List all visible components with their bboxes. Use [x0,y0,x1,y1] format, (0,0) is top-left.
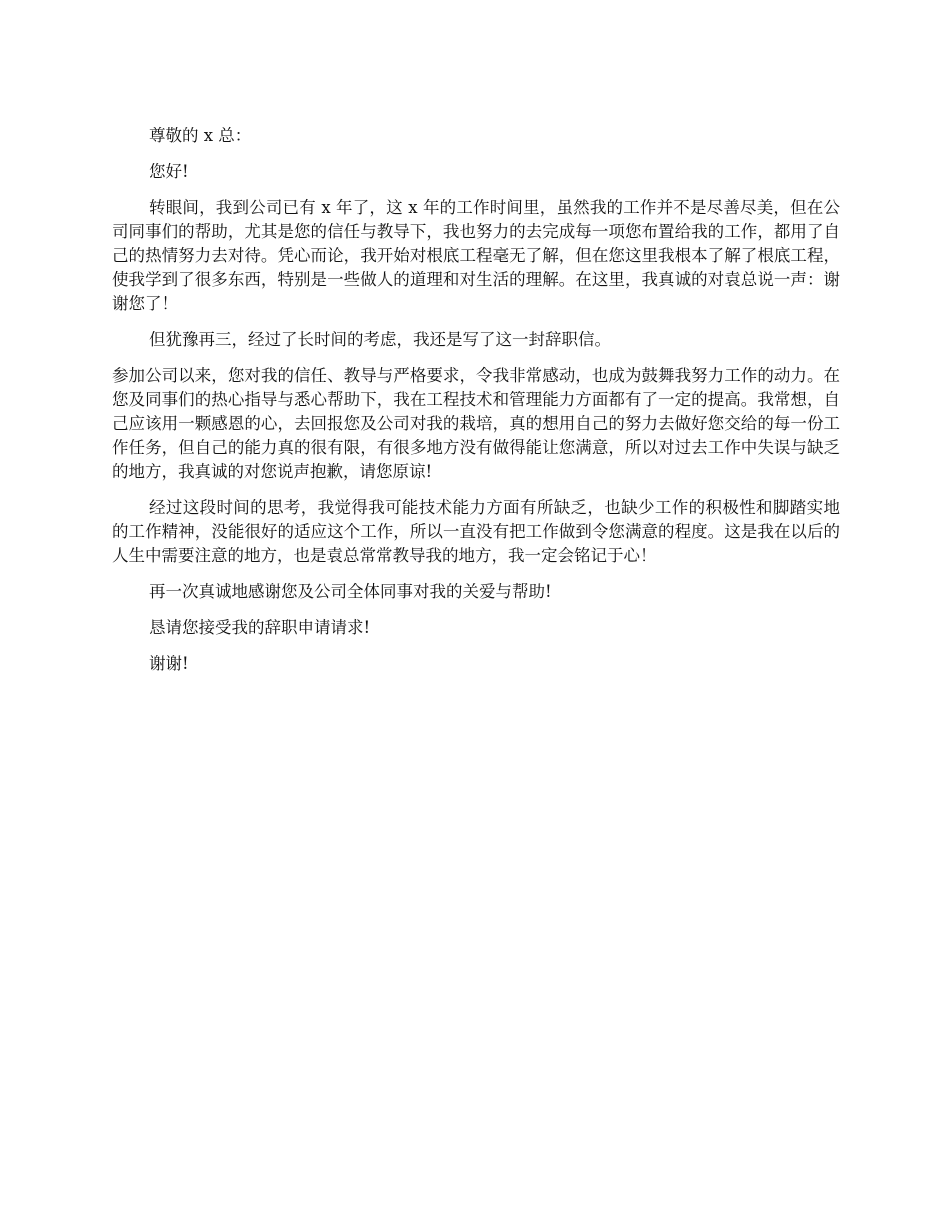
paragraph-decision: 但犹豫再三，经过了长时间的考虑，我还是写了这一封辞职信。 [149,330,611,349]
greeting: 您好! [149,162,189,181]
salutation: 尊敬的 x 总： [149,126,252,145]
closing: 谢谢! [149,654,189,673]
paragraph-thanks: 再一次真诚地感谢您及公司全体同事对我的关爱与帮助! [149,582,552,601]
letter-body [112,124,840,688]
paragraph-self-assessment: 经过这段时间的思考，我觉得我可能技术能力方面有所缺乏，也缺少工作的积极性和脚踏实地的工作精神，没能很好的适应这个工作，所以一直没有把工作做到令您满意的程度。这是我在以后的人生中需要注意的地方，也是袁总常常教导我的地方，我一定会铭记于心！ [112,498,840,565]
paragraph-gratitude: 转眼间，我到公司已有 x 年了，这 x 年的工作时间里，虽然我的工作并不是尽善尽美，但在公司同事们的帮助，尤其是您的信任与教导下，我也努力的去完成每一项您布置给我的工作，都用了自己的热情努力去对待。凭心而论，我开始对根底工程毫无了解，但在您这里我根本了解了根底工程，使我学到了很多东西，特别是一些做人的道理和对生活的理解。在这里，我真诚的对袁总说一声：谢谢您了！ [112,198,840,313]
paragraph-reflection: 参加公司以来，您对我的信任、教导与严格要求，令我非常感动，也成为鼓舞我努力工作的动力。在您及同事们的热心指导与悉心帮助下，我在工程技术和管理能力方面都有了一定的提高。我常想，自己应该用一颗感恩的心，去回报您及公司对我的栽培，真的想用自己的努力去做好您交给的每一份工作任务，但自己的能力真的很有限，有很多地方没有做得能让您满意，所以对过去工作中失误与缺乏的地方，我真诚的对您说声抱歉，请您原谅! [112,366,840,481]
paragraph-request: 恳请您接受我的辞职申请请求! [149,618,371,637]
